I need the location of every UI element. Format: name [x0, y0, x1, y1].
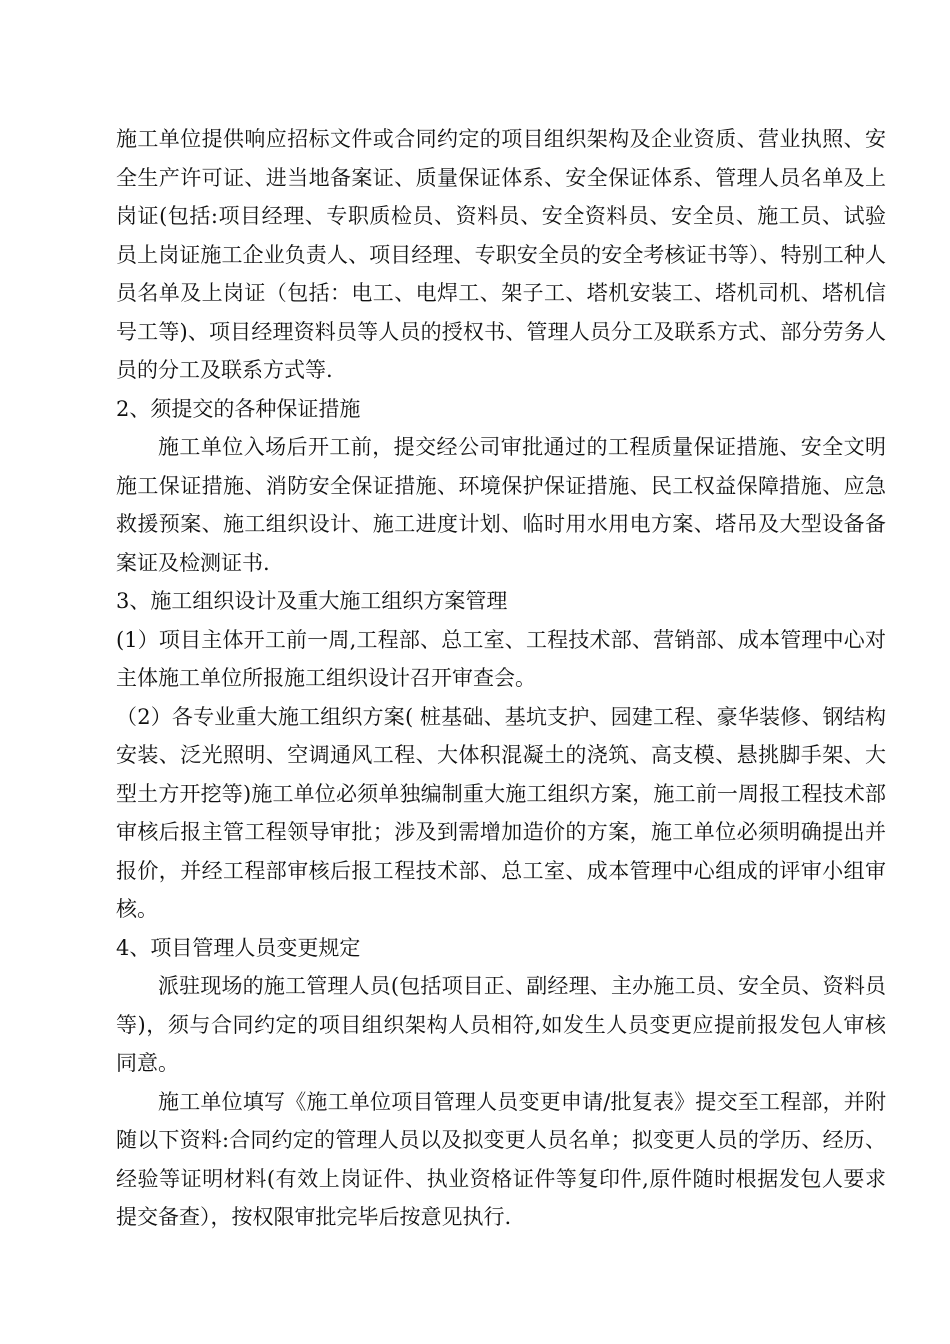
section-heading-2: 2、须提交的各种保证措施: [116, 396, 361, 421]
document-body: [116, 120, 886, 1237]
section-heading-3: 3、施工组织设计及重大施工组织方案管理: [116, 589, 508, 613]
paragraph-qualifications: 施工单位提供响应招标文件或合同约定的项目组织架构及企业资质、营业执照、安全生产许可证、进当地备案证、质量保证体系、安全保证体系、管理人员名单及上岗证(包括:项目经理、专职质检员、资料员、安全资料员、安全员、施工员、试验员上岗证施工企业负责人、项目经理、专职安全员的安全考核证书等）、特别工种人员名单及上岗证（包括：电工、电焊工、架子工、塔机安装工、塔机司机、塔机信号工等)、项目经理资料员等人员的授权书、管理人员分工及联系方式、部分劳务人员的分工及联系方式等.: [116, 127, 886, 382]
paragraph-guarantee-measures: 施工单位入场后开工前，提交经公司审批通过的工程质量保证措施、安全文明施工保证措施、消防安全保证措施、环境保护保证措施、民工权益保障措施、应急救援预案、施工组织设计、施工进度计划、临时用水用电方案、塔吊及大型设备备案证及检测证书.: [116, 435, 886, 575]
section-heading-4: 4、项目管理人员变更规定: [116, 935, 361, 960]
paragraph-major-plans: （2）各专业重大施工组织方案( 桩基础、基坑支护、园建工程、豪华装修、钢结构安装、泛光照明、空调通风工程、大体积混凝土的浇筑、高支模、悬挑脚手架、大型土方开挖等)施工单位必须单独编制重大施工组织方案，施工前一周报工程技术部审核后报主管工程领导审批；涉及到需增加造价的方案，施工单位必须明确提出并报价，并经工程部审核后报工程技术部、总工室、成本管理中心组成的评审小组审核。: [116, 704, 886, 921]
paragraph-change-application: 施工单位填写《施工单位项目管理人员变更申请/批复表》提交至工程部，并附随以下资料:合同约定的管理人员以及拟变更人员名单；拟变更人员的学历、经历、经验等证明材料(有效上岗证件、执业资格证件等复印件,原件随时根据发包人要求提交备查），按权限审批完毕后按意见执行.: [116, 1089, 886, 1229]
paragraph-staff-change-rule: 派驻现场的施工管理人员(包括项目正、副经理、主办施工员、安全员、资料员等)，须与合同约定的项目组织架构人员相符,如发生人员变更应提前报发包人审核同意。: [116, 974, 886, 1075]
paragraph-review-meeting: (1）项目主体开工前一周,工程部、总工室、工程技术部、营销部、成本管理中心对主体施工单位所报施工组织设计召开审查会。: [116, 627, 886, 690]
